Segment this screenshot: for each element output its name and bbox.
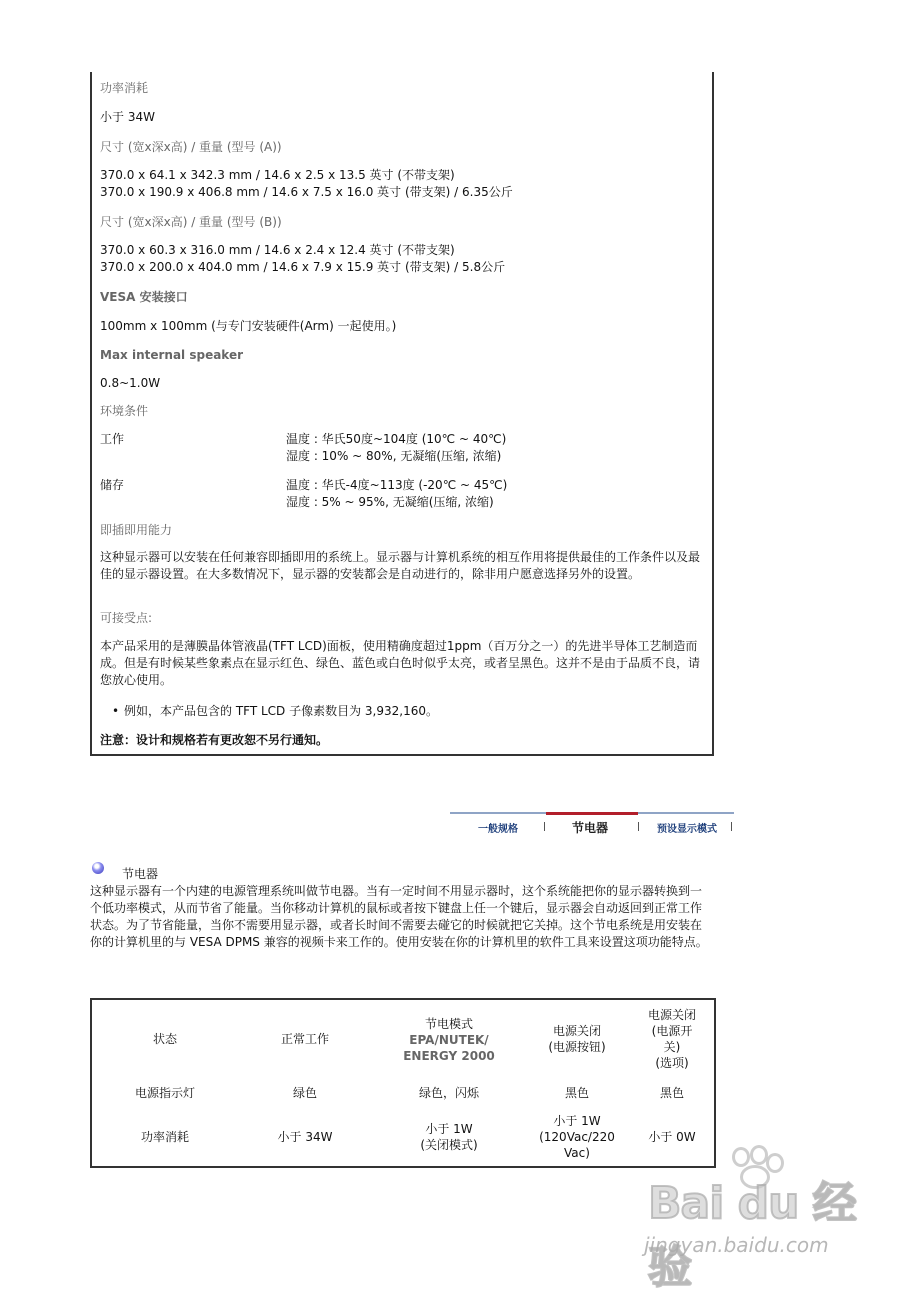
row-power-saving-2: (关闭模式) [420, 1138, 478, 1152]
power-consumption-title: 功率消耗 [100, 81, 149, 95]
operating-humidity: 湿度 : 10% ~ 80%, 无凝缩(压缩, 浓缩) [286, 449, 502, 463]
dimensions-b-title: 尺寸 (宽x深x高) / 重量 (型号 (B)) [100, 215, 282, 229]
plug-and-play-text: 这种显示器可以安装在任何兼容即插即用的系统上。显示器与计算机系统的相互作用将提供最佳的工作条件以及最佳的显示器设置。在大多数情况下，显示器的安装都会是自动进行的，除非用户愿意选择另外的设置。 [100, 550, 701, 581]
example-bullet-dot: • [112, 704, 120, 718]
operating-temperature: 温度 : 华氏50度~104度 (10℃ ~ 40℃) [286, 432, 507, 446]
row-indicator-off-switch: 黑色 [659, 1086, 684, 1100]
header-off-switch-1: 电源关闭 [647, 1008, 696, 1022]
nav-separator [731, 822, 732, 831]
row-indicator-label: 电源指示灯 [134, 1086, 195, 1100]
environment-title: 环境条件 [100, 404, 149, 418]
baidu-watermark [640, 1145, 870, 1293]
header-saving-1: 节电模式 [424, 1017, 473, 1031]
row-indicator-normal: 绿色 [292, 1086, 317, 1100]
row-power-normal: 小于 34W [277, 1130, 333, 1144]
row-power-off-button-3: Vac) [564, 1146, 590, 1160]
row-power-saving-1: 小于 1W [425, 1122, 473, 1136]
watermark-url: jingyan.baidu.com [644, 1233, 829, 1257]
power-saver-description: 这种显示器有一个内建的电源管理系统叫做节电器。当有一定时间不用显示器时，这个系统能把你的显示器转换到一个低功率模式，从而节省了能量。当你移动计算机的鼠标或者按下键盘上任一个键后，显示器会自动返回到正常工作状态。为了节省能量，当你不需要用显示器，或者长时间不需要去碰它的时候就把它关掉。这个节电系统是用安装在你的计算机里的与 VESA DPMS 兼容的视频卡来工作的。使用安装在你的计算机里的软件工具来设置这项功能特点。 [90, 884, 708, 949]
paw-toe-icon [732, 1147, 750, 1167]
header-off-button-2: (电源按钮) [548, 1040, 606, 1054]
header-off-button-1: 电源关闭 [552, 1024, 601, 1038]
acceptable-title: 可接受点: [100, 611, 153, 625]
vesa-title: VESA 安装接口 [100, 290, 188, 304]
storage-temperature: 温度 : 华氏-4度~113度 (-20℃ ~ 45℃) [286, 478, 508, 492]
tab-preset-modes[interactable]: 预设显示模式 [657, 824, 717, 835]
header-off-switch-2: (电源开 [651, 1024, 693, 1038]
header-off-switch-4: (选项) [655, 1056, 689, 1070]
section-nav [450, 812, 734, 838]
row-power-off-button-2: (120Vac/220 [539, 1130, 615, 1144]
header-state: 状态 [152, 1032, 177, 1046]
power-mode-table [90, 998, 716, 1168]
dimensions-a-title: 尺寸 (宽x深x高) / 重量 (型号 (A)) [100, 140, 282, 154]
row-indicator-off-button: 黑色 [564, 1086, 589, 1100]
plug-and-play-title: 即插即用能力 [100, 523, 173, 537]
spec-notice: 注意：设计和规格若有更改恕不另行通知。 [100, 733, 329, 747]
power-saver-title: 节电器 [122, 867, 159, 881]
storage-label: 储存 [100, 478, 125, 492]
speaker-title: Max internal speaker [100, 348, 244, 362]
bullet-orb-icon [92, 862, 104, 874]
tab-general-specs[interactable]: 一般规格 [478, 824, 518, 835]
dimensions-b-line2: 370.0 x 200.0 x 404.0 mm / 14.6 x 7.9 x 15.9 英寸 (带支架) / 5.8公斤 [100, 260, 506, 274]
dimensions-a-line1: 370.0 x 64.1 x 342.3 mm / 14.6 x 2.5 x 13.5 英寸 (不带支架) [100, 168, 455, 182]
row-indicator-saving: 绿色，闪烁 [418, 1086, 479, 1100]
speaker-value: 0.8~1.0W [100, 376, 161, 390]
example-bullet: 例如，本产品包含的 TFT LCD 子像素数目为 3,932,160。 [124, 704, 438, 718]
operating-label: 工作 [100, 432, 125, 446]
dimensions-b-line1: 370.0 x 60.3 x 316.0 mm / 14.6 x 2.4 x 12.4 英寸 (不带支架) [100, 243, 455, 257]
dimensions-a-line2: 370.0 x 190.9 x 406.8 mm / 14.6 x 7.5 x 16.0 英寸 (带支架) / 6.35公斤 [100, 185, 513, 199]
nav-active-indicator [546, 812, 638, 815]
header-saving-2: EPA/NUTEK/ [409, 1033, 489, 1047]
header-off-switch-3: 关) [663, 1040, 681, 1054]
tab-power-saver[interactable]: 节电器 [572, 821, 609, 835]
power-consumption-value: 小于 34W [100, 110, 155, 124]
row-power-off-button-1: 小于 1W [553, 1114, 601, 1128]
watermark-brand: Bai du 经验 [648, 1178, 856, 1293]
row-power-label: 功率消耗 [140, 1130, 189, 1144]
row-power-off-switch: 小于 0W [648, 1130, 696, 1144]
specifications-panel [90, 72, 714, 756]
acceptable-text: 本产品采用的是薄膜晶体管液晶(TFT LCD)面板，使用精确度超过1ppm（百万分之一）的先进半导体工艺制造而成。但是有时候某些象素点在显示红色、绿色、蓝色或白色时似乎太亮，或者呈黑色。这并不是由于品质不良，请您放心使用。 [100, 639, 701, 687]
nav-separator [638, 822, 639, 831]
header-saving-3: ENERGY 2000 [403, 1049, 495, 1063]
header-normal: 正常工作 [280, 1032, 329, 1046]
storage-humidity: 湿度 : 5% ~ 95%, 无凝缩(压缩, 浓缩) [286, 495, 494, 509]
nav-separator [544, 822, 545, 831]
vesa-value: 100mm x 100mm (与专门安装硬件(Arm) 一起使用。) [100, 319, 397, 333]
